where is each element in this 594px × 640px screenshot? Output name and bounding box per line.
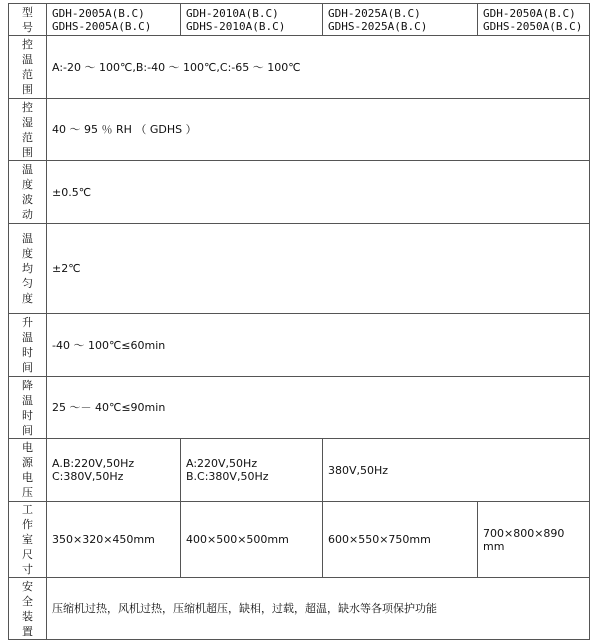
chamber-size-cell: 400×500×500mm: [181, 502, 323, 578]
model-cell: GDH-2025A(B.C) GDHS-2025A(B.C): [323, 4, 478, 36]
header-row: [9, 4, 590, 36]
safety-row: [9, 578, 590, 640]
model-cell: GDH-2005A(B.C) GDHS-2005A(B.C): [47, 4, 181, 36]
heating-value: -40 ～ 100℃≤60min: [47, 314, 590, 377]
row-label: 控温范围: [9, 36, 47, 99]
row-label: 升温时间: [9, 314, 47, 377]
temp-fluctuation-row: [9, 161, 590, 224]
model-cell: GDH-2010A(B.C) GDHS-2010A(B.C): [181, 4, 323, 36]
power-cell: A:220V,50Hz B.C:380V,50Hz: [181, 439, 323, 502]
chamber-size-cell: 350×320×450mm: [47, 502, 181, 578]
power-cell: A.B:220V,50Hz C:380V,50Hz: [47, 439, 181, 502]
row-label: 安全装置: [9, 578, 47, 640]
power-cell: 380V,50Hz: [323, 439, 590, 502]
power-row: [9, 439, 590, 502]
temp-uniformity-value: ±2℃: [47, 224, 590, 314]
cooling-row: [9, 377, 590, 439]
row-label: 温度波动: [9, 161, 47, 224]
model-label: 型号: [9, 4, 47, 36]
row-label: 工作室尺寸: [9, 502, 47, 578]
heating-row: [9, 314, 590, 377]
chamber-size-cell: 700×800×890 mm: [478, 502, 590, 578]
chamber-size-cell: 600×550×750mm: [323, 502, 478, 578]
temp-fluctuation-value: ±0.5℃: [47, 161, 590, 224]
row-label: 降温时间: [9, 377, 47, 439]
safety-value: 压缩机过热，风机过热，压缩机超压，缺相，过载，超温，缺水等各项保护功能: [47, 578, 590, 640]
temp-uniformity-row: [9, 224, 590, 314]
row-label: 电源电压: [9, 439, 47, 502]
row-label: 控湿范围: [9, 99, 47, 161]
spec-table: [8, 3, 590, 640]
row-label: 温度均匀度: [9, 224, 47, 314]
cooling-value: 25 ～－ 40℃≤90min: [47, 377, 590, 439]
temp-range-value: A:-20 ～ 100℃,B:-40 ～ 100℃,C:-65 ～ 100℃: [47, 36, 590, 99]
humidity-range-value: 40 ～ 95 ％ RH （ GDHS ）: [47, 99, 590, 161]
humidity-range-row: [9, 99, 590, 161]
model-cell: GDH-2050A(B.C) GDHS-2050A(B.C): [478, 4, 590, 36]
temp-range-row: [9, 36, 590, 99]
chamber-size-row: [9, 502, 590, 578]
